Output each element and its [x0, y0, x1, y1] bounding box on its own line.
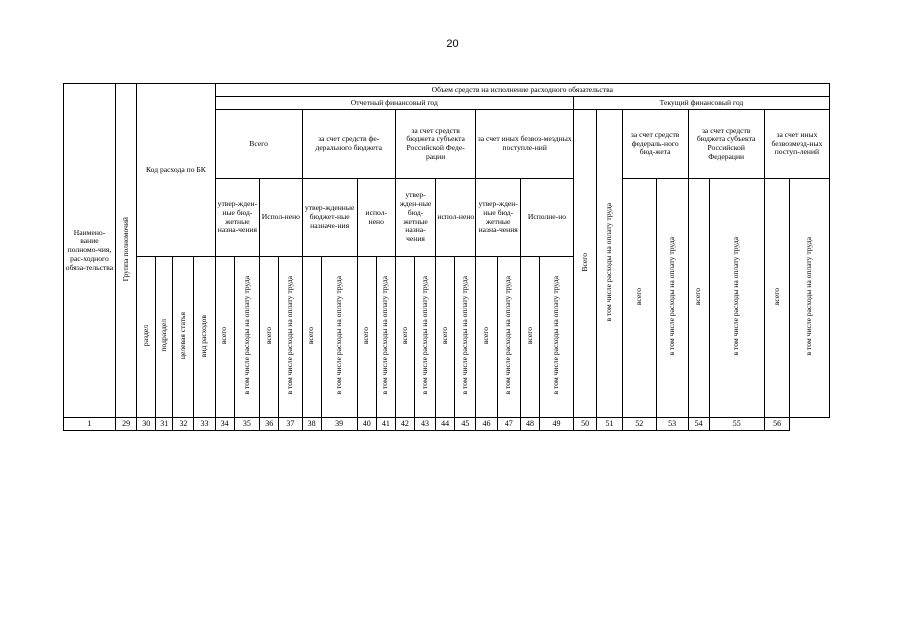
kbk-expense-type — [194, 257, 215, 418]
reporting-other-header: за счет иных безвоз-мездных поступле-ний — [476, 110, 574, 179]
column-number: 52 — [622, 418, 656, 431]
current-federal-all — [622, 179, 656, 418]
column-number: 34 — [215, 418, 234, 431]
column-number: 38 — [302, 418, 321, 431]
executed-other-header: Исполне-но — [520, 179, 573, 257]
reporting-federal-header: за счет средств фе-дерального бюджета — [302, 110, 395, 179]
column-number: 33 — [194, 418, 215, 431]
cell-wage — [321, 257, 357, 418]
cell-all — [395, 257, 414, 418]
executed-subject-header: испол-нено — [436, 179, 476, 257]
column-number: 29 — [115, 418, 136, 431]
reporting-year-header: Отчетный финансовый год — [215, 97, 573, 110]
kbk-header — [137, 84, 215, 257]
current-federal-wage — [656, 179, 688, 418]
subsection-label: подраздел — [158, 319, 168, 352]
current-subject-header: за счет средств бюджета субъекта Российской Федерации — [688, 110, 764, 179]
cell-wage — [414, 257, 435, 418]
group-column-header — [115, 84, 136, 418]
column-number: 44 — [436, 418, 455, 431]
all-label: всего — [439, 327, 449, 345]
executed-total-header: Испол-нено — [260, 179, 302, 257]
wage-label: в том числе расходы на оплату труда — [380, 276, 390, 395]
column-number: 56 — [764, 418, 789, 431]
executed-federal-header: испол-нено — [357, 179, 395, 257]
all-label: всего — [306, 327, 316, 345]
budget-table — [63, 83, 830, 431]
current-subject-wage — [709, 179, 764, 418]
cell-all — [357, 257, 376, 418]
column-number: 43 — [414, 418, 435, 431]
current-total-wage-header — [597, 110, 622, 418]
all-label: всего — [771, 288, 781, 306]
column-number: 37 — [279, 418, 302, 431]
current-subject-all — [688, 179, 709, 418]
wage-label: в том числе расходы на оплату труда — [241, 276, 251, 395]
current-other-all — [764, 179, 789, 418]
column-number: 40 — [357, 418, 376, 431]
all-label: всего — [633, 288, 643, 306]
column-number: 31 — [156, 418, 173, 431]
column-number: 32 — [173, 418, 194, 431]
column-number: 49 — [540, 418, 574, 431]
all-label: всего — [399, 327, 409, 345]
column-number: 39 — [321, 418, 357, 431]
wage-label: в том числе расходы на оплату труда — [551, 276, 561, 395]
cell-wage — [455, 257, 476, 418]
cell-wage — [497, 257, 520, 418]
page-number: 20 — [446, 38, 459, 50]
column-number: 42 — [395, 418, 414, 431]
reporting-total-header: Всего — [215, 110, 302, 179]
current-other-header: за счет иных безвозмезд-ных поступ-лений — [764, 110, 829, 179]
group-column-label: Группа полномочий — [120, 216, 130, 282]
name-column-header — [64, 84, 116, 418]
wage-label: в том числе расходы на оплату труда — [285, 276, 295, 395]
current-total-label: Всего — [579, 252, 589, 272]
volume-header: Объем средств на исполнение расходного обязательства — [215, 84, 829, 97]
name-column-label: Наимено-вание полномо-чия, рас-ходного обяза-тельства — [65, 227, 114, 272]
all-label: всего — [524, 327, 534, 345]
all-label: всего — [219, 327, 229, 345]
reporting-subject-header: за счет средств бюджета субъекта Российской Феде-рации — [395, 110, 476, 179]
column-number: 41 — [376, 418, 395, 431]
current-total-wage-label: в том числе расходы на оплату труда — [604, 202, 614, 322]
current-year-header: Текущий финансовый год — [573, 97, 829, 110]
column-number: 35 — [234, 418, 259, 431]
expense-type-label: вид расходов — [199, 314, 209, 357]
all-label: всего — [693, 288, 703, 306]
wage-label: в том числе расходы на оплату труда — [459, 276, 469, 395]
kbk-subsection — [156, 257, 173, 418]
cell-wage — [540, 257, 574, 418]
cell-all — [215, 257, 234, 418]
kbk-section — [137, 257, 156, 418]
cell-all — [476, 257, 497, 418]
cell-all — [302, 257, 321, 418]
approved-other-header: утвер-жден-ные бюд-жетные назна-чения — [476, 179, 521, 257]
all-label: всего — [481, 327, 491, 345]
column-number: 36 — [260, 418, 279, 431]
column-number: 54 — [688, 418, 709, 431]
current-other-wage — [790, 179, 830, 418]
column-number: 50 — [573, 418, 596, 431]
column-numbers-row — [64, 418, 830, 431]
cell-all — [260, 257, 279, 418]
all-label: всего — [263, 327, 273, 345]
cell-all — [520, 257, 539, 418]
cell-wage — [376, 257, 395, 418]
column-number: 47 — [497, 418, 520, 431]
kbk-label: Код расхода по БК — [145, 164, 206, 174]
cell-wage — [279, 257, 302, 418]
column-number: 45 — [455, 418, 476, 431]
approved-subject-header: утвер-жден-ные бюд-жетные назна-чения — [395, 179, 435, 257]
cell-all — [436, 257, 455, 418]
wage-label: в том числе расходы на оплату труда — [503, 276, 513, 395]
section-label: раздел — [140, 325, 150, 347]
wage-label: в том числе расходы на оплату труда — [804, 237, 814, 356]
column-number: 46 — [476, 418, 497, 431]
column-number: 30 — [137, 418, 156, 431]
approved-federal-header: утвер-жденные бюджет-ные назначе-ния — [302, 179, 357, 257]
column-number: 48 — [520, 418, 539, 431]
wage-label: в том числе расходы на оплату труда — [333, 276, 343, 395]
kbk-target-article — [173, 257, 194, 418]
wage-label: в том числе расходы на оплату труда — [666, 237, 676, 356]
current-federal-header: за счет средств федераль-ного бюд-жета — [622, 110, 688, 179]
all-label: всего — [361, 327, 371, 345]
column-number: 1 — [64, 418, 116, 431]
target-article-label: целевая статья — [177, 312, 187, 360]
column-number: 55 — [709, 418, 764, 431]
approved-total-header: утвер-жден-ные бюд-жетные назна-чения — [215, 179, 260, 257]
column-number: 53 — [656, 418, 688, 431]
current-total-header — [573, 110, 596, 418]
column-number: 51 — [597, 418, 622, 431]
wage-label: в том числе расходы на оплату труда — [419, 276, 429, 395]
wage-label: в том числе расходы на оплату труда — [731, 237, 741, 356]
cell-wage — [234, 257, 259, 418]
